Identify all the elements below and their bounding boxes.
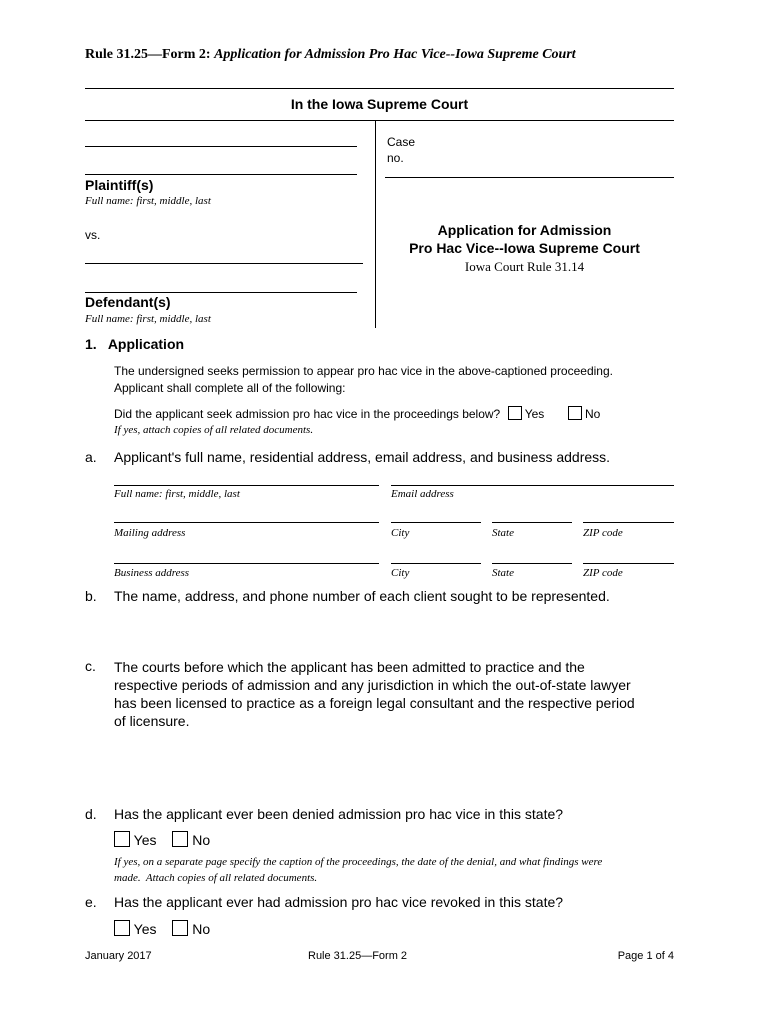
defendant-label: Defendant(s) <box>85 294 171 310</box>
denied-yes-checkbox[interactable] <box>114 831 130 847</box>
full-name-label: Full name: first, middle, last <box>114 488 240 500</box>
case-label-line1: Case <box>387 135 416 149</box>
mailing-zip-field[interactable] <box>583 522 674 523</box>
item-d-letter: d. <box>85 806 97 822</box>
item-c-line2: respective periods of admission and any jurisdiction in which the out-of-state lawyer <box>114 677 631 693</box>
denied-no-checkbox[interactable] <box>172 831 188 847</box>
business-city-label: City <box>391 567 410 579</box>
business-city-field[interactable] <box>391 563 481 564</box>
intro-line1: The undersigned seeks permission to appear pro hac vice in the above-captioned proceeding. <box>114 364 613 378</box>
defendant-line-2[interactable] <box>85 292 357 293</box>
defendant-hint: Full name: first, middle, last <box>85 313 211 325</box>
mailing-address-label: Mailing address <box>114 527 186 539</box>
plaintiff-line-1[interactable] <box>85 146 357 147</box>
case-number-line[interactable] <box>385 177 674 178</box>
denied-no-label: No <box>192 832 211 848</box>
case-label <box>387 134 415 166</box>
item-c-line4: of licensure. <box>114 713 190 729</box>
item-c-letter: c. <box>85 658 96 674</box>
doc-title-line1: Application for Admission <box>437 222 612 238</box>
plaintiff-line-2[interactable] <box>85 174 357 175</box>
item-c-line1: The courts before which the applicant has been admitted to practice and the <box>114 659 585 675</box>
business-state-label: State <box>492 567 514 579</box>
item-a-letter: a. <box>85 449 97 465</box>
item-a-text: Applicant's full name, residential address, email address, and business address. <box>114 449 611 465</box>
doc-rule: Iowa Court Rule 31.14 <box>464 259 585 274</box>
business-address-label: Business address <box>114 567 190 579</box>
footer-page: Page 1 of 4 <box>617 950 674 962</box>
caption-top-line <box>85 120 674 121</box>
footer-form: Rule 31.25—Form 2 <box>308 950 408 962</box>
email-label: Email address <box>391 488 454 500</box>
prior-note: If yes, attach copies of all related documents. <box>114 424 314 436</box>
item-c-text <box>114 658 635 730</box>
defendant-line-1[interactable] <box>85 263 363 264</box>
doc-title-line2: Pro Hac Vice--Iowa Supreme Court <box>409 240 640 256</box>
item-b-letter: b. <box>85 588 97 604</box>
vs-label: vs. <box>85 228 101 242</box>
prior-no-label: No <box>584 407 601 421</box>
item-c-line3: has been licensed to practice as a foreign legal consultant and the respective period <box>114 695 635 711</box>
prior-question-text: Did the applicant seek admission pro hac vice in the proceedings below? <box>114 407 501 421</box>
header-divider <box>85 88 674 89</box>
revoked-yes-label: Yes <box>133 921 157 937</box>
business-zip-label: ZIP code <box>583 567 623 579</box>
business-zip-field[interactable] <box>583 563 674 564</box>
revoked-no-label: No <box>192 921 211 937</box>
mailing-address-field[interactable] <box>114 522 379 523</box>
mailing-city-field[interactable] <box>391 522 481 523</box>
revoked-yes-checkbox[interactable] <box>114 920 130 936</box>
business-address-field[interactable] <box>114 563 379 564</box>
plaintiff-label: Plaintiff(s) <box>85 177 154 193</box>
mailing-state-label: State <box>492 527 514 539</box>
form-header <box>85 47 576 63</box>
rule-title: Application for Admission Pro Hac Vice--Iowa Supreme Court <box>214 47 576 62</box>
denied-note-line1: If yes, on a separate page specify the caption of the proceedings, the date of the denial, and what findings were <box>114 856 603 868</box>
item-b-text: The name, address, and phone number of each client sought to be represented. <box>114 588 610 604</box>
denied-yes-label: Yes <box>133 832 157 848</box>
mailing-state-field[interactable] <box>492 522 572 523</box>
denied-note-line2: made. Attach copies of all related documents. <box>114 872 318 884</box>
revoked-no-checkbox[interactable] <box>172 920 188 936</box>
full-name-field[interactable] <box>114 485 379 486</box>
plaintiff-hint: Full name: first, middle, last <box>85 195 211 207</box>
revoked-options <box>114 920 210 937</box>
footer-date: January 2017 <box>85 950 152 962</box>
item-d-text: Has the applicant ever been denied admission pro hac vice in this state? <box>114 806 564 822</box>
item-e-letter: e. <box>85 894 97 910</box>
denied-options <box>114 831 210 848</box>
section-heading: 1. Application <box>85 336 185 352</box>
email-field[interactable] <box>391 485 674 486</box>
case-label-line2: no. <box>387 151 404 165</box>
item-e-text: Has the applicant ever had admission pro hac vice revoked in this state? <box>114 894 564 910</box>
court-title: In the Iowa Supreme Court <box>290 96 469 112</box>
prior-yes-checkbox[interactable] <box>508 406 522 420</box>
mailing-zip-label: ZIP code <box>583 527 623 539</box>
mailing-city-label: City <box>391 527 410 539</box>
prior-no-checkbox[interactable] <box>568 406 582 420</box>
intro-line2: Applicant shall complete all of the following: <box>114 381 346 395</box>
business-state-field[interactable] <box>492 563 572 564</box>
rule-prefix: Rule 31.25—Form 2: <box>85 47 211 62</box>
prior-yes-label: Yes <box>524 407 545 421</box>
prior-admission-question <box>114 406 600 421</box>
